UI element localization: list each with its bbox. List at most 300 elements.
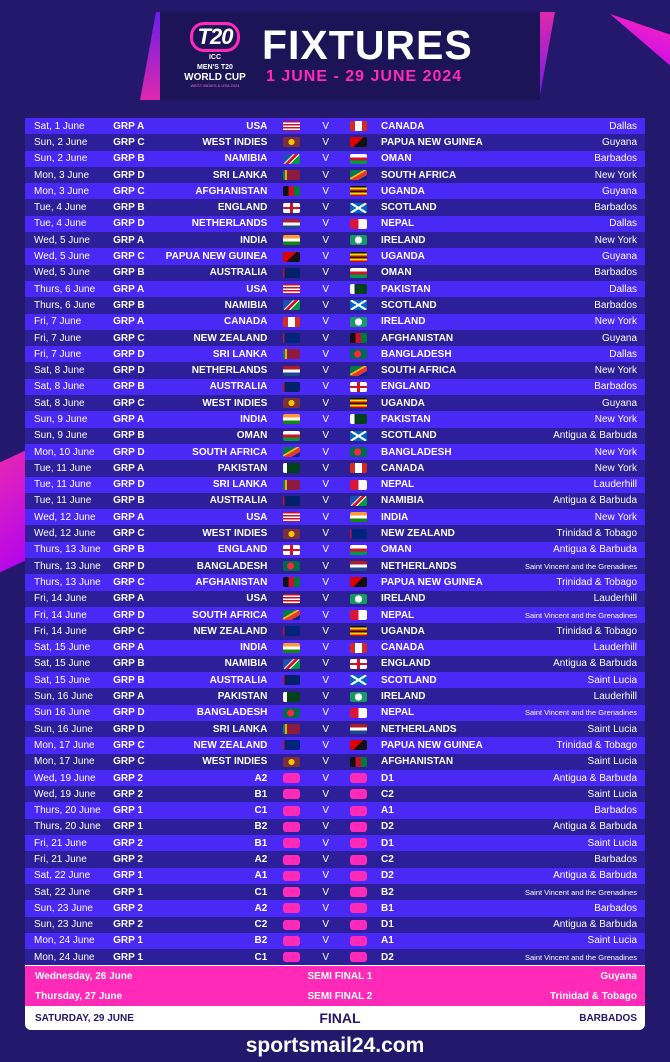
match-date: Mon, 3 June (34, 185, 90, 197)
table-row (25, 802, 645, 818)
table-row (25, 688, 645, 704)
final-row (25, 1006, 645, 1030)
match-venue: Saint Lucia (587, 788, 638, 800)
away-team: AFGHANISTAN (381, 332, 454, 344)
semi-final-name: SEMI FINAL 1 (307, 970, 373, 982)
away-flag-icon (350, 463, 367, 473)
versus-label: V (322, 511, 329, 523)
away-team: BANGLADESH (381, 348, 452, 360)
away-team: NETHERLANDS (381, 560, 457, 572)
away-flag-icon (350, 789, 367, 799)
away-flag-icon (350, 512, 367, 522)
away-flag-icon (350, 219, 367, 229)
home-flag-cell (267, 496, 314, 506)
home-flag-cell (267, 219, 314, 229)
home-team: OMAN (236, 430, 268, 442)
home-flag-cell (267, 708, 314, 718)
home-flag-cell (267, 806, 314, 816)
home-flag-cell (267, 855, 314, 865)
versus-label: V (322, 788, 329, 800)
match-group: GRP A (113, 120, 145, 132)
match-date: Wed, 5 June (34, 251, 90, 263)
match-date: Fri, 14 June (34, 625, 87, 637)
home-team: SOUTH AFRICA (192, 609, 268, 621)
home-team: AUSTRALIA (209, 267, 268, 279)
logo-hosts: WEST INDIES & USA 2024 (190, 83, 240, 88)
match-date: Wed, 5 June (34, 267, 90, 279)
versus-label: V (322, 316, 329, 328)
away-team: PAKISTAN (381, 283, 431, 295)
table-row (25, 493, 645, 509)
match-group: GRP 2 (113, 837, 143, 849)
home-team: NAMIBIA (224, 153, 268, 165)
away-team: IRELAND (381, 691, 426, 703)
home-flag-cell (267, 903, 314, 913)
away-flag-cell (337, 317, 381, 327)
home-flag-icon (283, 480, 300, 490)
away-team: INDIA (381, 511, 409, 523)
match-venue: Lauderhill (593, 691, 638, 703)
versus-label: V (322, 413, 329, 425)
away-team: NEPAL (381, 479, 415, 491)
logo-world-cup: WORLD CUP (184, 72, 246, 83)
versus-label: V (322, 169, 329, 181)
versus-label: V (322, 299, 329, 311)
away-team: ENGLAND (381, 381, 431, 393)
home-flag-icon (283, 219, 300, 229)
match-venue: Lauderhill (593, 593, 638, 605)
away-team: PAPUA NEW GUINEA (381, 576, 483, 588)
away-flag-cell (337, 626, 381, 636)
away-team: C2 (381, 788, 394, 800)
home-flag-icon (283, 952, 300, 962)
match-date: Tue, 4 June (34, 218, 87, 230)
away-flag-cell (337, 789, 381, 799)
away-flag-cell (337, 496, 381, 506)
away-team: CANADA (381, 462, 425, 474)
table-row (25, 509, 645, 525)
match-date: Sat, 8 June (34, 381, 85, 393)
away-team: OMAN (381, 153, 412, 165)
versus-label: V (322, 544, 329, 556)
home-team: NAMIBIA (224, 299, 268, 311)
match-venue: Barbados (594, 153, 638, 165)
match-group: GRP D (113, 169, 145, 181)
home-flag-icon (283, 871, 300, 881)
versus-label: V (322, 935, 329, 947)
home-flag-cell (267, 268, 314, 278)
home-flag-cell (267, 203, 314, 213)
away-team: NETHERLANDS (381, 723, 457, 735)
home-flag-cell (267, 610, 314, 620)
match-group: GRP 1 (113, 805, 143, 817)
versus-label: V (322, 495, 329, 507)
home-flag-icon (283, 740, 300, 750)
away-flag-icon (350, 545, 367, 555)
home-flag-cell (267, 724, 314, 734)
match-date: Tue, 11 June (34, 479, 92, 491)
home-team: A2 (254, 854, 268, 865)
match-date: Sat, 22 June (34, 886, 91, 898)
versus-label: V (322, 430, 329, 442)
match-date: Sat, 22 June (34, 870, 91, 882)
home-flag-cell (267, 431, 314, 441)
home-team: AUSTRALIA (209, 381, 268, 393)
away-flag-icon (350, 529, 367, 539)
away-flag-icon (350, 268, 367, 278)
versus-label: V (322, 136, 329, 148)
home-flag-cell (267, 366, 314, 376)
match-date: Sat, 1 June (34, 120, 85, 132)
table-row (25, 640, 645, 656)
home-flag-icon (283, 170, 300, 180)
match-date: Tue, 11 June (34, 495, 92, 507)
match-group: GRP C (113, 185, 145, 197)
away-flag-icon (350, 610, 367, 620)
table-row (25, 884, 645, 900)
table-row (25, 151, 645, 167)
away-team: A1 (381, 805, 394, 817)
match-date: Thurs, 20 June (34, 805, 101, 817)
versus-label: V (322, 218, 329, 230)
away-flag-icon (350, 692, 367, 702)
home-team: C2 (254, 919, 268, 931)
home-flag-icon (283, 137, 300, 147)
match-venue: Saint Vincent and the Grenadines (524, 561, 638, 571)
away-flag-icon (350, 952, 367, 962)
table-row (25, 183, 645, 199)
versus-label: V (322, 707, 329, 719)
home-team: B1 (254, 788, 268, 800)
away-flag-cell (337, 219, 381, 229)
match-date: Mon, 17 June (34, 739, 95, 751)
home-team: NEW ZEALAND (193, 332, 268, 344)
match-venue: Guyana (601, 332, 638, 344)
match-group: GRP A (113, 511, 145, 523)
match-date: Sat, 8 June (34, 397, 85, 409)
away-team: UGANDA (381, 251, 425, 263)
table-row (25, 379, 645, 395)
table-row (25, 248, 645, 264)
match-date: Mon, 3 June (34, 169, 90, 181)
away-flag-icon (350, 643, 367, 653)
match-venue: Saint Vincent and the Grenadines (524, 708, 638, 718)
away-flag-cell (337, 594, 381, 604)
home-team: USA (246, 593, 268, 605)
away-flag-cell (337, 414, 381, 424)
away-team: NAMIBIA (381, 495, 424, 507)
away-flag-cell (337, 480, 381, 490)
match-venue: Barbados (594, 202, 638, 214)
match-group: GRP C (113, 251, 145, 263)
away-flag-cell (337, 724, 381, 734)
logo-mens: MEN'S T20 (197, 64, 233, 71)
home-team: B1 (254, 837, 268, 849)
match-group: GRP B (113, 658, 145, 670)
away-flag-cell (337, 903, 381, 913)
match-group: GRP A (113, 234, 145, 246)
match-venue: New York (594, 413, 638, 425)
match-venue: Guyana (601, 185, 638, 197)
match-venue: New York (594, 169, 638, 181)
match-venue: Antigua & Barbuda (553, 772, 638, 784)
home-flag-icon (283, 463, 300, 473)
match-group: GRP A (113, 691, 145, 703)
match-venue: Trinidad & Tobago (556, 576, 638, 588)
final-date: SATURDAY, 29 JUNE (35, 1012, 134, 1024)
away-flag-icon (350, 349, 367, 359)
versus-label: V (322, 234, 329, 246)
match-venue: Barbados (594, 805, 638, 817)
match-date: Mon, 24 June (34, 935, 95, 947)
away-flag-icon (350, 447, 367, 457)
away-flag-icon (350, 561, 367, 571)
home-flag-cell (267, 659, 314, 669)
match-group: GRP B (113, 495, 145, 507)
match-venue: Saint Vincent and the Grenadines (524, 952, 638, 962)
home-flag-icon (283, 822, 300, 832)
away-flag-cell (337, 659, 381, 669)
home-flag-cell (267, 154, 314, 164)
versus-label: V (322, 593, 329, 605)
home-team: ENGLAND (217, 544, 268, 556)
home-flag-icon (283, 838, 300, 848)
home-flag-cell (267, 545, 314, 555)
match-venue: Antigua & Barbuda (553, 821, 638, 833)
home-flag-cell (267, 414, 314, 424)
home-team: CANADA (224, 316, 268, 328)
world-cup-logo (180, 22, 250, 94)
away-flag-icon (350, 235, 367, 245)
match-group: GRP A (113, 316, 145, 328)
away-team: B1 (381, 902, 394, 914)
away-flag-cell (337, 154, 381, 164)
home-flag-icon (283, 936, 300, 946)
away-flag-cell (337, 333, 381, 343)
home-team: SRI LANKA (212, 723, 268, 735)
away-team: B2 (381, 886, 394, 898)
table-row (25, 118, 645, 134)
away-flag-icon (350, 708, 367, 718)
away-flag-icon (350, 855, 367, 865)
home-team: INDIA (240, 413, 268, 425)
match-group: GRP D (113, 348, 145, 360)
match-date: Sun 16 June (34, 707, 91, 719)
versus-label: V (322, 723, 329, 735)
home-flag-cell (267, 773, 314, 783)
match-venue: Saint Lucia (587, 837, 638, 849)
away-flag-icon (350, 284, 367, 294)
versus-label: V (322, 348, 329, 360)
away-flag-cell (337, 610, 381, 620)
away-team: AFGHANISTAN (381, 756, 454, 768)
home-flag-cell (267, 920, 314, 930)
versus-label: V (322, 332, 329, 344)
away-flag-cell (337, 447, 381, 457)
home-flag-icon (283, 431, 300, 441)
page-title: FIXTURES (262, 22, 473, 68)
away-flag-icon (350, 773, 367, 783)
fixture-rows (25, 118, 645, 965)
home-flag-cell (267, 789, 314, 799)
home-flag-icon (283, 317, 300, 327)
away-flag-cell (337, 936, 381, 946)
match-date: Fri, 21 June (34, 837, 87, 849)
away-flag-icon (350, 121, 367, 131)
match-date: Wed, 12 June (34, 511, 96, 523)
away-flag-icon (350, 757, 367, 767)
match-group: GRP 2 (113, 854, 143, 865)
away-flag-cell (337, 561, 381, 571)
match-date: Mon, 17 June (34, 756, 95, 768)
logo-t20: T20 (190, 22, 241, 52)
away-flag-cell (337, 382, 381, 392)
table-row (25, 558, 645, 574)
match-date: Mon, 24 June (34, 951, 95, 963)
home-team: SRI LANKA (212, 348, 268, 360)
away-flag-icon (350, 659, 367, 669)
home-team: AUSTRALIA (209, 674, 268, 686)
home-flag-cell (267, 252, 314, 262)
away-team: NEPAL (381, 609, 415, 621)
match-group: GRP 1 (113, 935, 143, 947)
away-flag-cell (337, 170, 381, 180)
home-flag-cell (267, 529, 314, 539)
away-team: UGANDA (381, 397, 425, 409)
match-venue: Trinidad & Tobago (556, 625, 638, 637)
match-group: GRP B (113, 674, 145, 686)
away-team: CANADA (381, 120, 425, 132)
match-date: Sun, 2 June (34, 153, 88, 165)
match-group: GRP 2 (113, 788, 143, 800)
match-date: Wed, 19 June (34, 772, 96, 784)
home-team: PAKISTAN (217, 691, 268, 703)
table-row (25, 265, 645, 281)
away-flag-icon (350, 398, 367, 408)
table-row (25, 737, 645, 753)
away-flag-cell (337, 512, 381, 522)
match-venue: Barbados (594, 854, 638, 865)
match-date: Tue, 11 June (34, 462, 92, 474)
away-flag-cell (337, 920, 381, 930)
home-flag-cell (267, 447, 314, 457)
home-flag-icon (283, 349, 300, 359)
away-flag-icon (350, 675, 367, 685)
table-row (25, 199, 645, 215)
table-row (25, 428, 645, 444)
away-flag-cell (337, 887, 381, 897)
versus-label: V (322, 625, 329, 637)
away-team: IRELAND (381, 316, 426, 328)
match-venue: Lauderhill (593, 642, 638, 654)
match-venue: Barbados (594, 381, 638, 393)
match-group: GRP B (113, 430, 145, 442)
home-flag-cell (267, 235, 314, 245)
table-row (25, 819, 645, 835)
table-row (25, 232, 645, 248)
home-flag-icon (283, 186, 300, 196)
away-flag-cell (337, 398, 381, 408)
home-flag-icon (283, 496, 300, 506)
final-venue: BARBADOS (579, 1012, 637, 1024)
home-flag-icon (283, 920, 300, 930)
away-team: SCOTLAND (381, 299, 437, 311)
semi-final-date: Thursday, 27 June (35, 990, 123, 1002)
match-venue: New York (594, 446, 638, 458)
home-team: SOUTH AFRICA (192, 446, 268, 458)
versus-label: V (322, 185, 329, 197)
away-flag-cell (337, 121, 381, 131)
match-group: GRP 2 (113, 902, 143, 914)
away-team: SCOTLAND (381, 674, 437, 686)
away-flag-cell (337, 203, 381, 213)
table-row (25, 477, 645, 493)
match-venue: Barbados (594, 902, 638, 914)
match-venue: Dallas (609, 218, 638, 230)
versus-label: V (322, 821, 329, 833)
away-team: SOUTH AFRICA (381, 169, 457, 181)
home-flag-icon (283, 724, 300, 734)
away-team: CANADA (381, 642, 425, 654)
away-flag-cell (337, 268, 381, 278)
away-flag-icon (350, 740, 367, 750)
table-row (25, 656, 645, 672)
away-team: D1 (381, 837, 394, 849)
versus-label: V (322, 202, 329, 214)
match-venue: Antigua & Barbuda (553, 919, 638, 931)
home-flag-icon (283, 235, 300, 245)
match-venue: Trinidad & Tobago (556, 528, 638, 540)
versus-label: V (322, 479, 329, 491)
versus-label: V (322, 528, 329, 540)
table-row (25, 362, 645, 378)
match-venue: Trinidad & Tobago (556, 739, 638, 751)
versus-label: V (322, 283, 329, 295)
date-range: 1 JUNE - 29 JUNE 2024 (266, 68, 463, 85)
match-date: Thurs, 13 June (34, 576, 101, 588)
table-row (25, 754, 645, 770)
versus-label: V (322, 381, 329, 393)
match-group: GRP C (113, 136, 145, 148)
away-team: D2 (381, 821, 394, 833)
home-flag-icon (283, 773, 300, 783)
table-row (25, 868, 645, 884)
home-flag-icon (283, 887, 300, 897)
match-date: Thurs, 6 June (34, 283, 96, 295)
home-flag-icon (283, 512, 300, 522)
away-team: IRELAND (381, 234, 426, 246)
table-row (25, 721, 645, 737)
home-flag-cell (267, 333, 314, 343)
away-flag-cell (337, 643, 381, 653)
home-team: SRI LANKA (212, 479, 268, 491)
versus-label: V (322, 674, 329, 686)
table-row (25, 542, 645, 558)
away-flag-cell (337, 529, 381, 539)
versus-label: V (322, 902, 329, 914)
match-group: GRP C (113, 332, 145, 344)
match-venue: Dallas (609, 283, 638, 295)
away-team: UGANDA (381, 625, 425, 637)
table-row (25, 672, 645, 688)
table-row (25, 607, 645, 623)
home-team: NEW ZEALAND (193, 625, 268, 637)
away-flag-icon (350, 496, 367, 506)
versus-label: V (322, 153, 329, 165)
away-flag-cell (337, 284, 381, 294)
match-venue: Saint Vincent and the Grenadines (524, 610, 638, 620)
match-group: GRP D (113, 707, 145, 719)
